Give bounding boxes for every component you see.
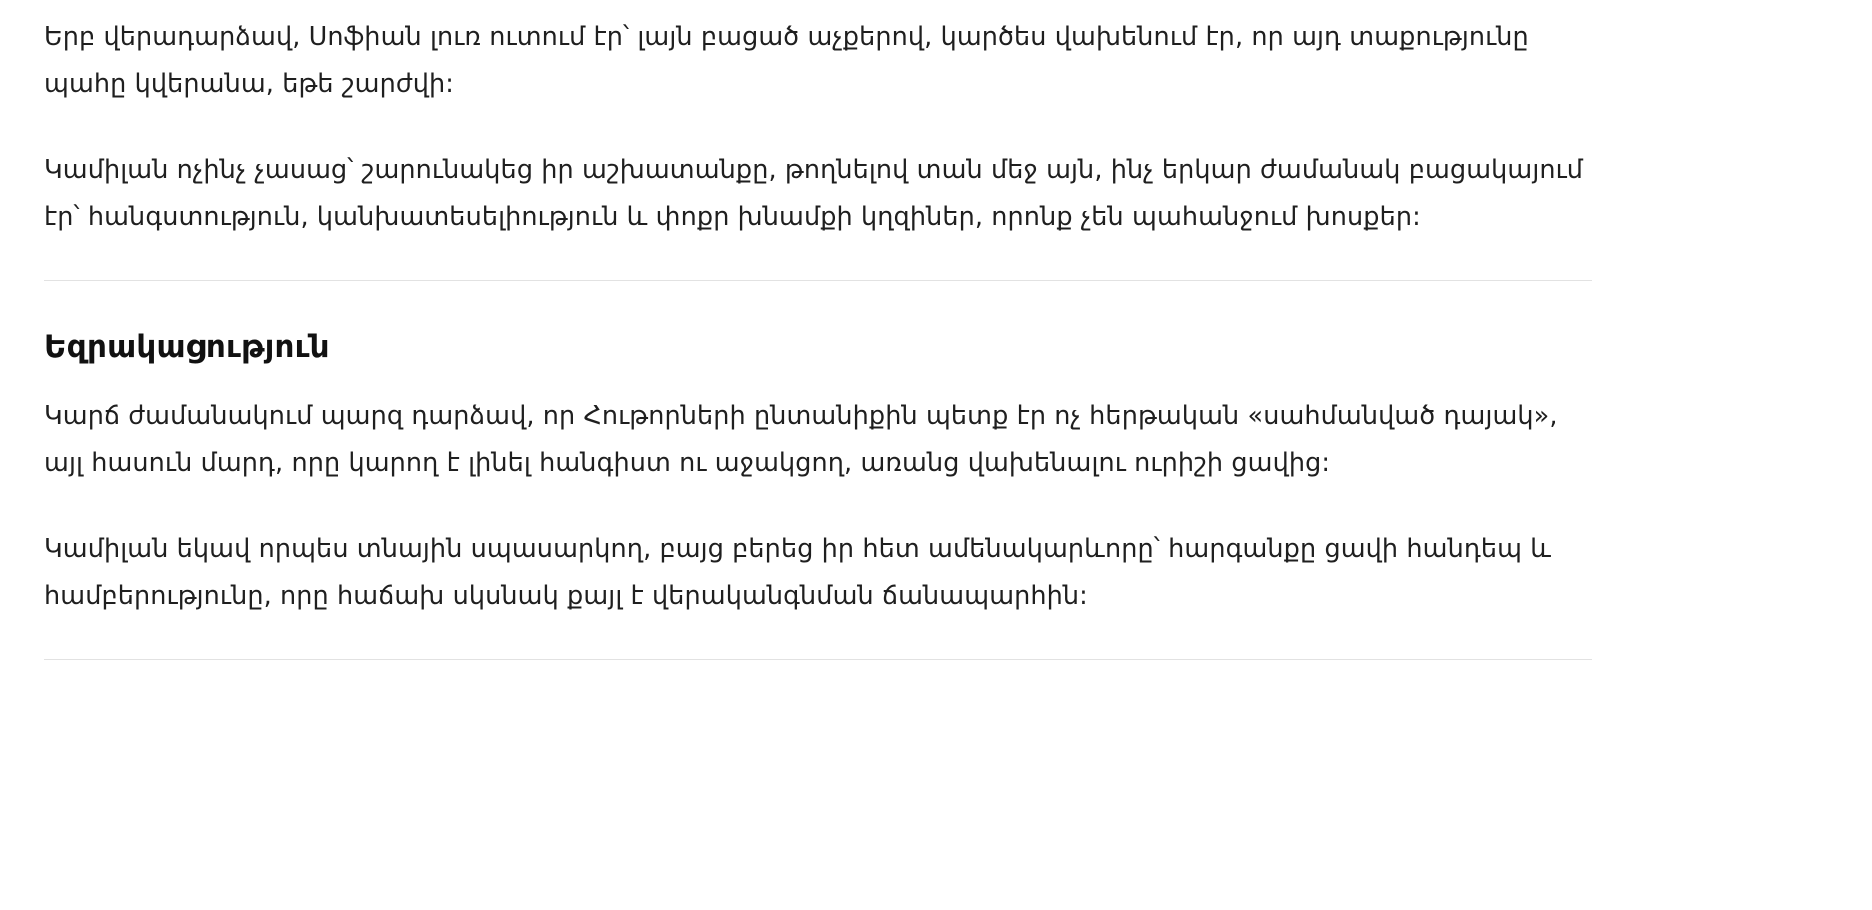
paragraph: Կամիլան ոչինչ չասաց՝ շարունակեց իր աշխատանքը, թողնելով տան մեջ այն, ինչ երկար ժամանակ բացակայում էր՝ հանգստություն, կանխատեսելիություն և փոքր խնամքի կղզիներ, որոնք չեն պահանջում խոսքեր: xyxy=(44,154,1584,233)
paragraph: Երբ վերադարձավ, Սոֆիան լուռ ուտում էր՝ լայն բացած աչքերով, կարծես վախենում էր, որ այդ տաքությունը պահը կվերանա, եթե շարժվի: xyxy=(44,22,1529,100)
document-page xyxy=(0,14,1872,910)
paragraph: Կարճ ժամանակում պարզ դարձավ, որ Հութորների ընտանիքին պետք էր ոչ հերթական «սահմանված դայակ», այլ հասուն մարդ, որը կարող է լինել հանգիստ ու աջակցող, առանց վախենալու ուրիշի ցավից: xyxy=(44,400,1558,479)
section-divider xyxy=(44,280,1592,281)
paragraph: Կամիլան եկավ որպես տնային սպասարկող, բայց բերեց իր հետ ամենակարևորը՝ հարգանքը ցավի հանդեպ և համբերությունը, որը հաճախ սկսնակ քայլ է վերականգնման ճանապարհին: xyxy=(44,533,1552,612)
bottom-divider xyxy=(44,659,1592,660)
document-content xyxy=(44,14,1592,660)
section-heading: Եզրակացություն xyxy=(44,328,330,365)
